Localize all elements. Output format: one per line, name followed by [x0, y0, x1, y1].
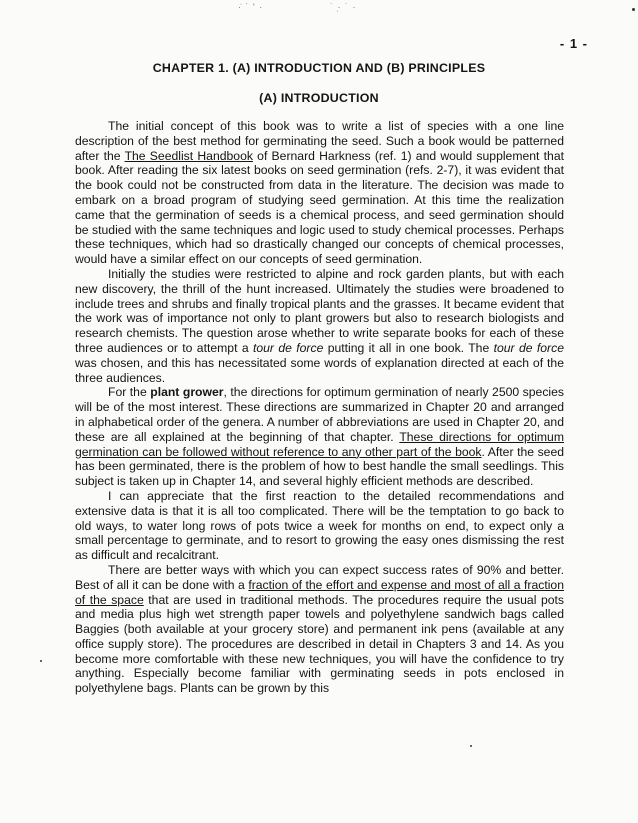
paragraph	[75, 267, 564, 385]
paragraph-text: For the	[108, 385, 151, 400]
underlined-text: fraction of the effort and expense and most of all a fraction of the space	[75, 577, 564, 607]
paragraph	[75, 489, 564, 563]
paragraph-text: I can appreciate that the first reaction to the detailed recommendations and extensive data is that it is all too complicated. There will be the temptation to go back to old ways, to water long rows of pots twice a week for months on end, to expect only a small percentage to germinate, and to resort to growing the easy ones dismissing the rest as difficult and recalcitrant.	[75, 488, 564, 563]
paragraph-text: , the directions for optimum germination of nearly 2500 species will be of the most interest. These directions are summarized in Chapter 20 and arranged in alphabetical order of the genera. A number of abbreviations are used in Chapter 20, and these are all explained at the beginning of that chapter.	[75, 385, 564, 444]
italic-text: tour de force	[252, 340, 324, 355]
italic-text: tour de force	[493, 340, 564, 355]
paragraph-text: of Bernard Harkness (ref. 1) and would supplement that book. After reading the six latest books on seed germination (refs. 2-7), it was evident that the book could not be constructed from data in the literature. The decision was made to embark on a broad program of studying seed germination. At this time the realization came that the germination of seeds is a chemical process, and seed germination should be studied with the same techniques and logic used to study chemical processes. Perhaps these techniques, which had so drastically changed our concepts of chemical processes, would have a similar effect on our concepts of seed germination.	[75, 148, 564, 267]
section-title: (A) INTRODUCTION	[259, 91, 379, 105]
scan-noise-mark: ˙ ·̣ ˙ ·	[330, 2, 357, 12]
paragraph-text: . After the seed has been germinated, there is the problem of how to best handle the small seedlings. This subject is taken up in Chapter 14, and several highly efficient methods are described.	[75, 444, 565, 489]
underlined-text: The Seedlist Handbook	[124, 148, 253, 163]
paragraph-text: There are better ways with which you can expect success rates of 90% and better. Best of all it can be done with a	[75, 562, 564, 592]
body-text	[75, 119, 564, 696]
paragraph-text: putting it all in one book. The	[323, 340, 494, 355]
scan-speck	[470, 745, 472, 747]
paragraph-text: that are used in traditional methods. The procedures require the usual pots and media plus high wet strength paper towels and polyethylene sandwich bags called Baggies (both available at your grocery store) and permanent ink pens (available at any office supply store). The procedures are described in detail in Chapters 3 and 14. As you become more comfortable with these new techniques, you will have the confidence to try anything. Especially become familiar with germinating seeds in pots enclosed in polyethylene bags. Plants can be grown by this	[75, 592, 564, 696]
chapter-title: CHAPTER 1. (A) INTRODUCTION AND (B) PRINCIPLES	[152, 61, 486, 75]
scan-speck	[632, 8, 635, 11]
scan-noise-mark: ·̇ ˙ ' ·	[238, 2, 264, 12]
paragraph	[75, 385, 564, 489]
paragraph-text: was chosen, and this has necessitated some words of explanation directed at each of the three audiences.	[75, 355, 564, 385]
page-number: - 1 -	[559, 36, 588, 51]
paragraph	[75, 119, 564, 267]
paragraph-text: Initially the studies were restricted to alpine and rock garden plants, but with each new discovery, the thrill of the hunt increased. Ultimately the studies were broadened to include trees and shrubs and finally tropical plants and the grasses. It became evident that the work was of importance not only to plant growers but also to research biologists and research chemists. The question arose whether to write separate books for each of these three audiences or to attempt a	[75, 266, 564, 355]
bold-text: plant grower	[150, 385, 224, 400]
underlined-text: These directions for optimum germination can be followed without reference to any other part of the book	[75, 429, 564, 459]
paragraph-text: The initial concept of this book was to write a list of species with a one line description of the best method for germinating the seed. Such a book would be patterned after the	[75, 119, 564, 163]
paragraph	[75, 563, 564, 696]
scan-speck	[40, 660, 42, 662]
